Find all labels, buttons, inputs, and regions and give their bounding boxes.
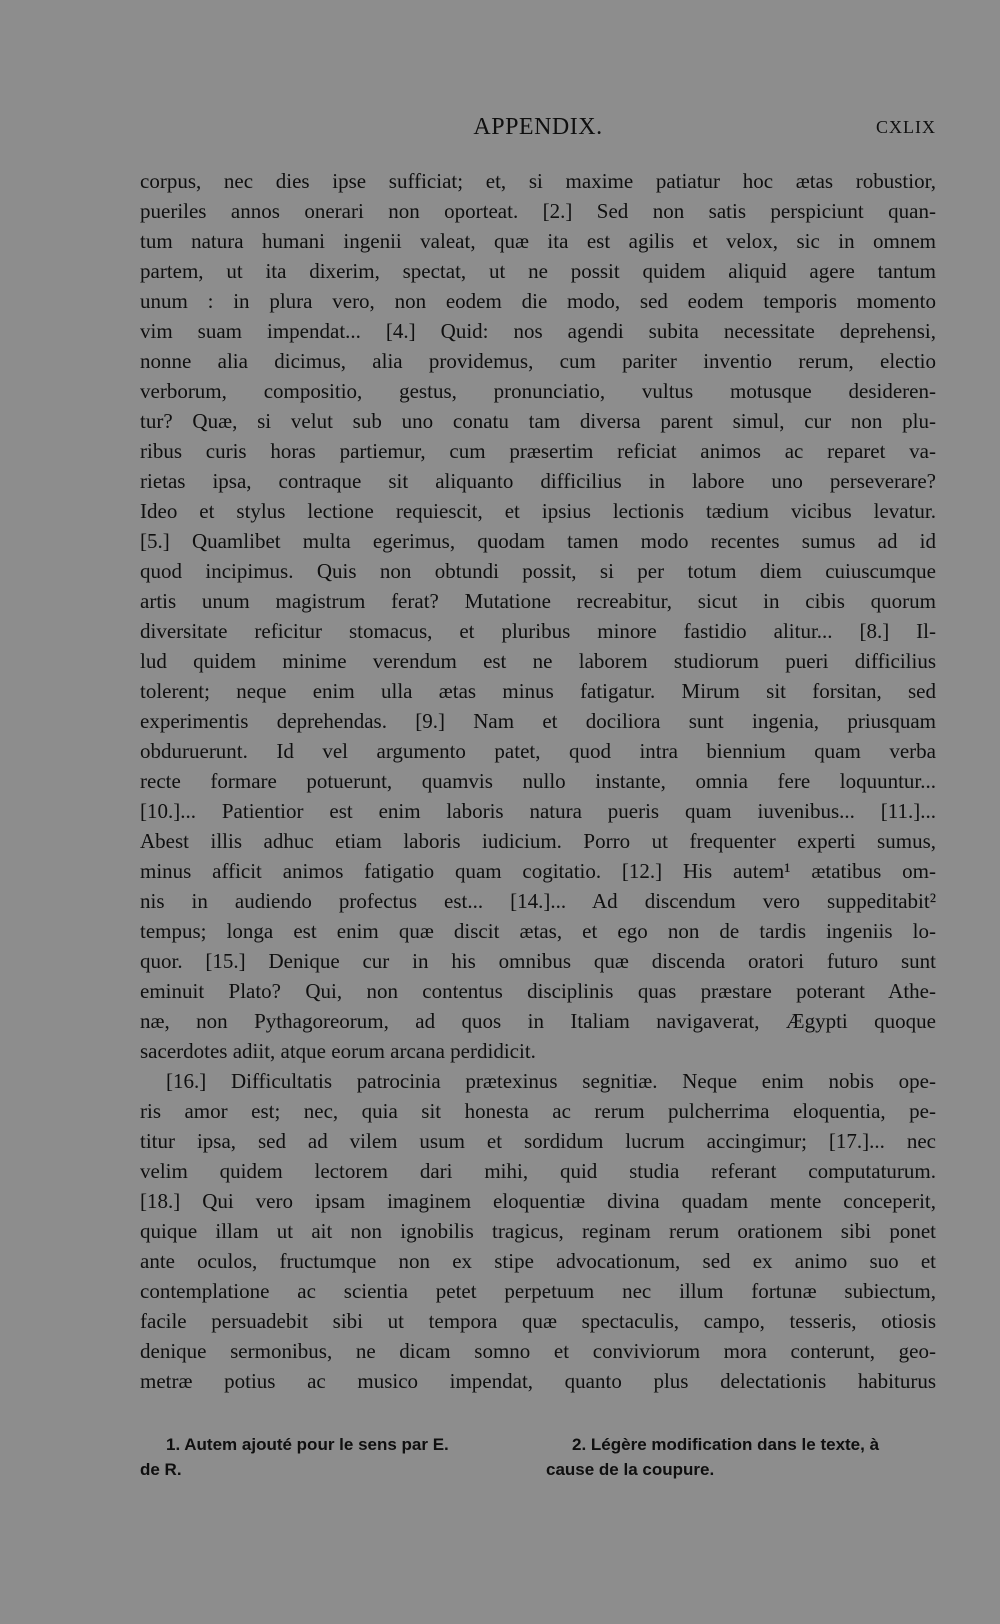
text-line: minus afficit animos fatigatio quam cogitatio. [12.] His autem¹ ætatibus om- [140,859,936,883]
text-line: ante oculos, fructumque non ex stipe advocationum, sed ex animo suo et [140,1249,936,1273]
text-line: verborum, compositio, gestus, pronunciatio, vultus motusque desideren- [140,379,936,403]
text-line: tempus; longa est enim quæ discit ætas, et ego non de tardis ingeniis lo- [140,919,936,943]
text-line: tum natura humani ingenii valeat, quæ ita est agilis et velox, sic in omnem [140,229,936,253]
text-line: corpus, nec dies ipse sufficiat; et, si maxime patiatur hoc ætas robustior, [140,169,936,193]
text-line: partem, ut ita dixerim, spectat, ut ne possit quidem aliquid agere tantum [140,259,936,283]
page-number: CXLIX [876,117,936,137]
footnote-1-line: 1. Autem ajouté pour le sens par E. [166,1435,449,1454]
text-line: ribus curis horas partiemur, cum præsertim reficiat animos ac reparet va- [140,439,936,463]
text-line: lud quidem minime verendum est ne laborem studiorum pueri difficilius [140,649,936,673]
text-line: næ, non Pythagoreorum, ad quos in Italiam navigaverat, Ægypti quoque [140,1009,936,1033]
footnote-2 [546,1432,938,1482]
text-line: Abest illis adhuc etiam laboris iudicium. Porro ut frequenter experti sumus, [140,829,936,853]
text-line: artis unum magistrum ferat? Mutatione recreabitur, sicut in cibis quorum [140,589,936,613]
text-line: vim suam impendat... [4.] Quid: nos agendi subita necessitate deprehensi, [140,319,936,343]
text-line: contemplatione ac scientia petet perpetuum nec illum fortunæ subiectum, [140,1279,936,1303]
text-line: quod incipimus. Quis non obtundi possit, si per totum diem cuiuscumque [140,559,936,583]
running-head [140,114,936,144]
text-line: [5.] Quamlibet multa egerimus, quodam tamen modo recentes sumus ad id [140,529,936,553]
text-line: ris amor est; nec, quia sit honesta ac rerum pulcherrima eloquentia, pe- [140,1099,936,1123]
text-line: [10.]... Patientior est enim laboris natura pueris quam iuvenibus... [11.]... [140,799,936,823]
text-line: eminuit Plato? Qui, non contentus disciplinis quas præstare poterant Athe- [140,979,936,1003]
footnote-2-line: cause de la coupure. [546,1460,715,1479]
text-line: tolerent; neque enim ulla ætas minus fatigatur. Mirum sit forsitan, sed [140,679,936,703]
text-line: velim quidem lectorem dari mihi, quid studia referant computaturum. [140,1159,936,1183]
text-line: recte formare potuerunt, quamvis nullo instante, omnia fere loquuntur... [140,769,936,793]
text-line: facile persuadebit sibi ut tempora quæ spectaculis, campo, tesseris, otiosis [140,1309,936,1333]
page-title: APPENDIX. [473,114,603,140]
text-line: obduruerunt. Id vel argumento patet, quod intra biennium quam verba [140,739,936,763]
text-line: rietas ipsa, contraque sit aliquanto difficilius in labore uno perseverare? [140,469,936,493]
text-line: nonne alia dicimus, alia providemus, cum pariter inventio rerum, electio [140,349,936,373]
text-line: titur ipsa, sed ad vilem usum et sordidum lucrum accingimur; [17.]... nec [140,1129,936,1153]
text-line: pueriles annos onerari non oporteat. [2.] Sed non satis perspiciunt quan- [140,199,936,223]
text-line-paragraph-start: [16.] Difficultatis patrocinia prætexinus segnitiæ. Neque enim nobis ope- [166,1069,936,1093]
text-line: quor. [15.] Denique cur in his omnibus quæ discenda oratori futuro sunt [140,949,936,973]
footnote-1 [140,1432,520,1482]
text-line: nis in audiendo profectus est... [14.]... Ad discendum vero suppeditabit² [140,889,936,913]
text-line: unum : in plura vero, non eodem die modo, sed eodem temporis momento [140,289,936,313]
text-line: denique sermonibus, ne dicam somno et conviviorum mora conterunt, geo- [140,1339,936,1363]
text-line: diversitate reficitur stomacus, et pluribus minore fastidio alitur... [8.] Il- [140,619,936,643]
body-text [140,166,936,1396]
text-line: [18.] Qui vero ipsam imaginem eloquentiæ divina quadam mente conceperit, [140,1189,936,1213]
text-line: tur? Quæ, si velut sub uno conatu tam diversa parent simul, cur non plu- [140,409,936,433]
text-line: metræ potius ac musico impendat, quanto plus delectationis habiturus [140,1369,936,1393]
footnote-1-line: de R. [140,1460,182,1479]
text-line-paragraph-end: sacerdotes adiit, atque eorum arcana perdidicit. [140,1039,536,1063]
text-line: Ideo et stylus lectione requiescit, et ipsius lectionis tædium vicibus levatur. [140,499,936,523]
footnote-2-line: 2. Légère modification dans le texte, à [572,1435,880,1454]
text-line: quique illam ut ait non ignobilis tragicus, reginam rerum orationem sibi ponet [140,1219,936,1243]
text-line: experimentis deprehendas. [9.] Nam et dociliora sunt ingenia, priusquam [140,709,936,733]
